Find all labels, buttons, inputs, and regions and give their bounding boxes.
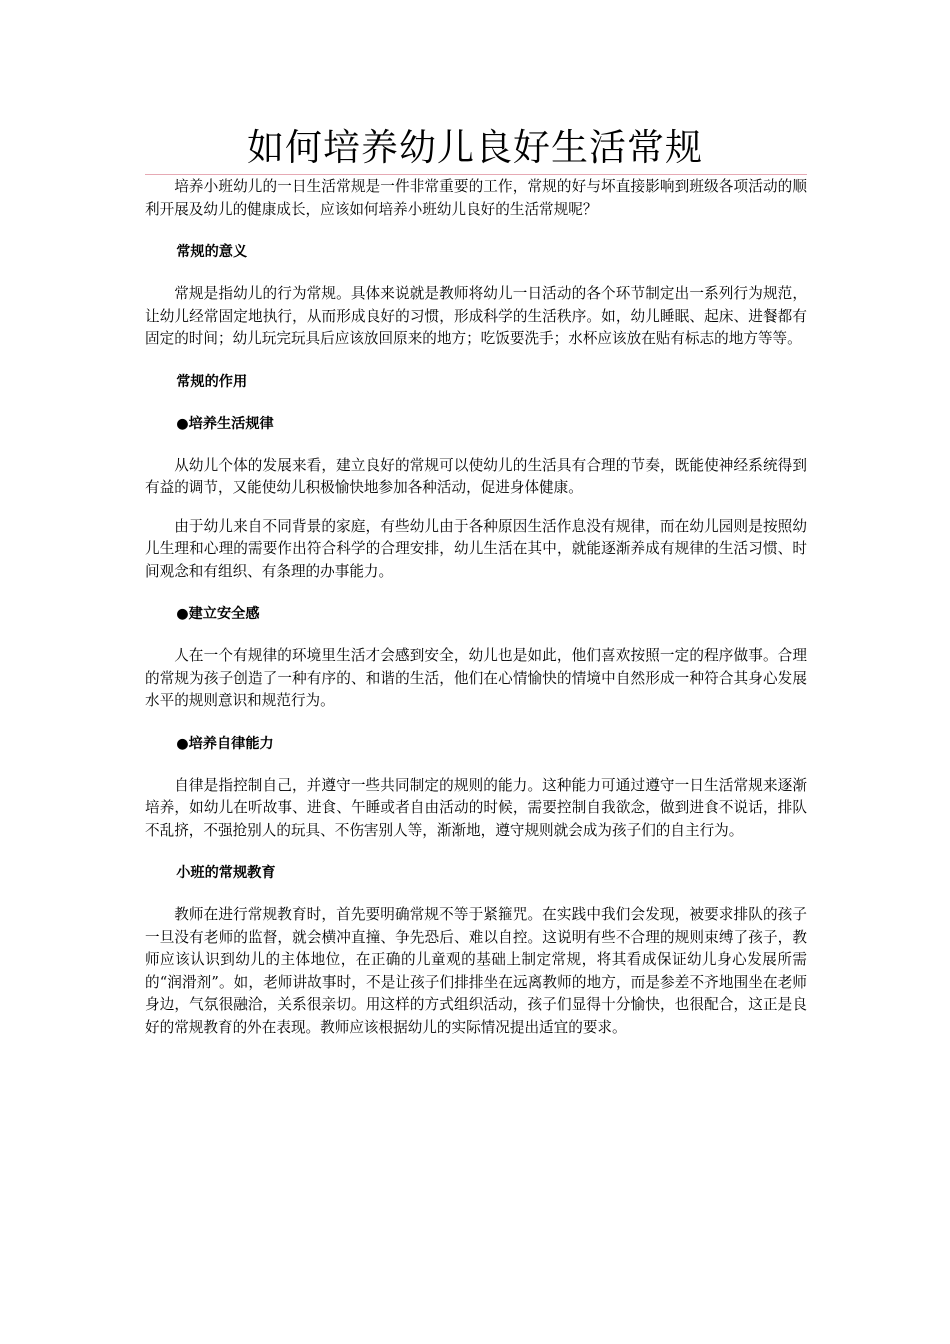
document-title: 如何培养幼儿良好生活常规 <box>247 126 703 169</box>
title-underline <box>145 174 807 175</box>
intro-paragraph: 培养小班幼儿的一日生活常规是一件非常重要的工作，常规的好与坏直接影响到班级各项活动的顺利开展及幼儿的健康成长，应该如何培养小班幼儿良好的生活常规呢？ <box>145 178 807 218</box>
life-rhythm-paragraph-2: 由于幼儿来自不同背景的家庭，有些幼儿由于各种原因生活作息没有规律，而在幼儿园则是按照幼儿生理和心理的需要作出符合科学的合理安排，幼儿生活在其中，就能逐渐养成有规律的生活习惯、时间观念和有组织、有条理的办事能力。 <box>145 517 807 580</box>
security-paragraph: 人在一个有规律的环境里生活才会感到安全，幼儿也是如此，他们喜欢按照一定的程序做事。合理的常规为孩子创造了一种有序的、和谐的生活，他们在心情愉快的情境中自然形成一种符合其身心发展水平的规则意识和规范行为。 <box>145 647 807 709</box>
section-heading-function: 常规的作用 <box>176 373 248 390</box>
meaning-paragraph: 常规是指幼儿的行为常规。具体来说就是教师将幼儿一日活动的各个环节制定出一系列行为规范，让幼儿经常固定地执行，从而形成良好的习惯，形成科学的生活秩序。如，幼儿睡眠、起床、进餐都有固定的时间；幼儿玩完玩具后应该放回原来的地方；吃饭要洗手；水杯应该放在贴有标志的地方等等。 <box>145 285 807 347</box>
section-heading-meaning: 常规的意义 <box>176 244 248 260</box>
subheading-security: ●建立安全感 <box>176 606 260 622</box>
section-heading-small-class: 小班的常规教育 <box>176 865 276 881</box>
self-discipline-paragraph: 自律是指控制自己，并遵守一些共同制定的规则的能力。这种能力可通过遵守一日生活常规来逐渐培养，如幼儿在听故事、进食、午睡或者自由活动的时候，需要控制自我欲念，做到进食不说话，排队不乱挤，不强抢别人的玩具、不伤害别人等，渐渐地，遵守规则就会成为孩子们的自主行为。 <box>145 776 807 839</box>
document-body <box>145 176 807 1039</box>
subheading-life-rhythm: ●培养生活规律 <box>176 415 274 432</box>
life-rhythm-paragraph-1: 从幼儿个体的发展来看，建立良好的常规可以使幼儿的生活具有合理的节奏，既能使神经系统得到有益的调节，又能使幼儿积极愉快地参加各种活动，促进身体健康。 <box>145 456 807 496</box>
subheading-self-discipline: ●培养自律能力 <box>176 735 274 752</box>
small-class-paragraph: 教师在进行常规教育时，首先要明确常规不等于紧箍咒。在实践中我们会发现，被要求排队的孩子一旦没有老师的监督，就会横冲直撞、争先恐后、难以自控。这说明有些不合理的规则束缚了孩子，教师应该认识到幼儿的主体地位，在正确的儿童观的基础上制定常规，将其看成保证幼儿身心发展所需的“润滑剂”。如，老师讲故事时，不是让孩子们排排坐在远离教师的地方，而是参差不齐地围坐在老师身边，气氛很融洽，关系很亲切。用这样的方式组织活动，孩子们显得十分愉快，也很配合，这正是良好的常规教育的外在表现。教师应该根据幼儿的实际情况提出适宜的要求。 <box>145 906 807 1036</box>
